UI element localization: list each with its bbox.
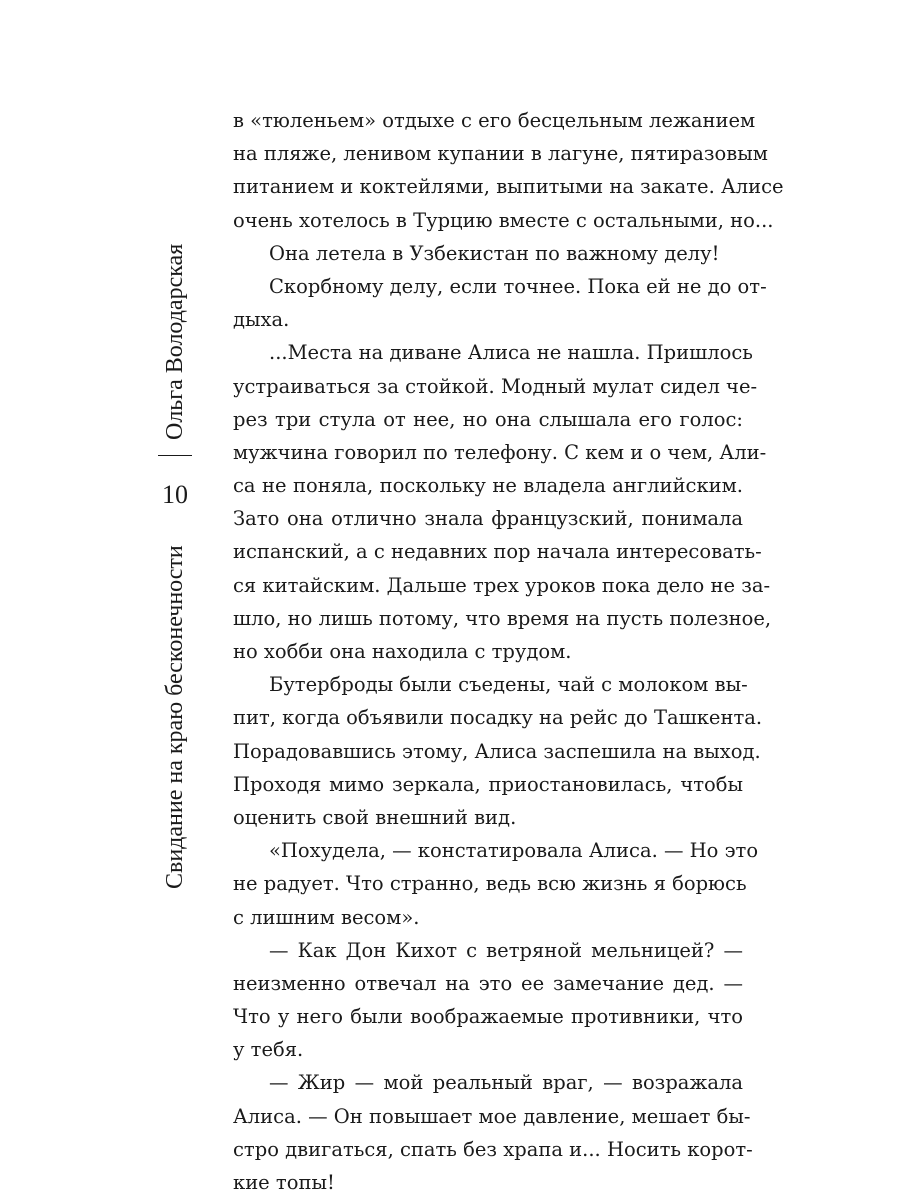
text-line: неизменно отвечал на это ее замечание дед. — — [233, 971, 743, 995]
paragraph — [233, 270, 767, 336]
text-line: стро двигаться, спать без храпа и... Носить корот- — [233, 1137, 753, 1161]
text-line: дыха. — [233, 308, 290, 332]
text-line: но хобби она находила с трудом. — [233, 640, 572, 663]
body-text — [233, 104, 784, 1199]
text-line: Бутерброды были съедены, чай с молоком вы- — [269, 673, 748, 697]
text-line: испанский, а с недавних пор начала интересовать- — [233, 540, 762, 564]
text-line: с лишним весом». — [233, 905, 420, 929]
text-line: в «тюленьем» отдыхе с его бесцельным лежанием — [233, 109, 756, 132]
running-head — [150, 210, 200, 940]
text-line: очень хотелось в Турцию вместе с остальными, но... — [233, 208, 774, 232]
text-line: са не поняла, поскольку не владела английским. — [233, 474, 743, 498]
text-line: ся китайским. Дальше трех уроков пока дело не за- — [233, 573, 771, 597]
text-line: питанием и коктейлями, выпитыми на закате. Алисе — [233, 175, 784, 199]
paragraph — [233, 237, 743, 270]
paragraph — [233, 934, 743, 1067]
text-line: Алиса. — Он повышает мое давление, мешает бы- — [233, 1104, 751, 1128]
text-line: ...Места на диване Алиса не нашла. Пришлось — [269, 341, 753, 365]
paragraph — [233, 668, 763, 834]
text-line: рез три стула от нее, но она слышала его голос: — [233, 407, 743, 431]
running-head-divider — [158, 455, 192, 456]
running-head-author: Ольга Володарская — [162, 243, 188, 440]
paragraph — [233, 104, 784, 237]
text-line: устраиваться за стойкой. Модный мулат сидел че- — [233, 374, 758, 398]
text-line: Она летела в Узбекистан по важному делу! — [269, 241, 720, 265]
text-line: — Жир — мой реальный враг, — возражала — [269, 1071, 743, 1095]
paragraph — [233, 336, 772, 668]
text-line: Зато она отлично знала французский, понимала — [233, 507, 743, 531]
text-line: шло, но лишь потому, что время на пусть полезное, — [233, 606, 772, 630]
text-line: Скорбному делу, если точнее. Пока ей не до от- — [269, 274, 767, 298]
text-line: кие топы! — [233, 1171, 335, 1194]
text-line: мужчина говорил по телефону. С кем и о чем, Али- — [233, 440, 767, 464]
text-line: «Похудела, — констатировала Алиса. — Но это — [269, 839, 759, 863]
page-number: 10 — [162, 480, 188, 509]
running-head-book-title: Свидание на краю бесконечности — [162, 545, 188, 889]
paragraph — [233, 1066, 753, 1199]
text-line: не радует. Что странно, ведь всю жизнь я борюсь — [233, 872, 747, 896]
paragraph — [233, 834, 759, 934]
text-line: Что у него были воображаемые противники, что — [233, 1005, 743, 1029]
text-line: пит, когда объявили посадку на рейс до Ташкента. — [233, 706, 763, 730]
text-line: на пляже, ленивом купании в лагуне, пятиразовым — [233, 142, 768, 166]
text-line: у тебя. — [233, 1038, 304, 1062]
text-line: оценить свой внешний вид. — [233, 805, 517, 829]
text-line: — Как Дон Кихот с ветряной мельницей? — — [269, 938, 743, 962]
text-line: Порадовавшись этому, Алиса заспешила на выход. — [233, 739, 761, 763]
text-line: Проходя мимо зеркала, приостановилась, чтобы — [233, 772, 743, 796]
